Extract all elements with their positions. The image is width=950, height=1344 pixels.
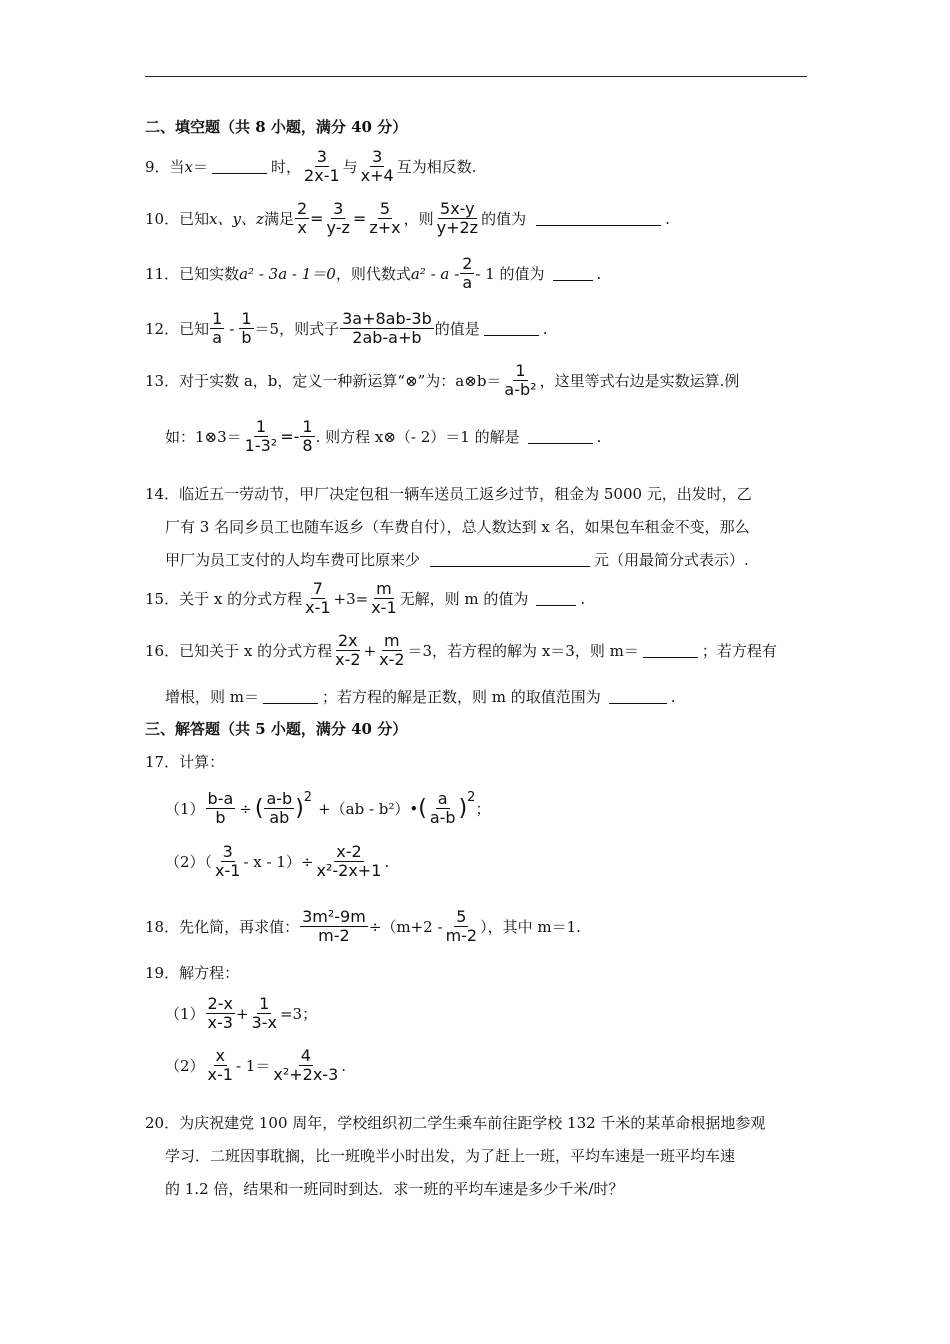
text-segment: 厂有 3 名同乡员工也随车返乡（车费自付），总人数达到 x 名，如果包车租金不变，那么 [165, 518, 750, 536]
fraction-numerator: x-2 [336, 842, 362, 861]
fraction-numerator: 1 [241, 309, 252, 328]
fraction [250, 995, 279, 1033]
text-segment: ；若方程有 [701, 642, 777, 661]
text-segment: +（ab - b²）• [318, 800, 419, 819]
fraction [300, 418, 314, 456]
text-segment: . [341, 1056, 347, 1075]
text-segment: 16．已知关于 x 的分式方程 [145, 642, 333, 661]
fraction-denominator: b [241, 328, 252, 348]
question-18 [145, 908, 810, 946]
fraction [206, 1047, 235, 1085]
text-segment: = [310, 209, 324, 229]
fraction-numerator: 1 [302, 417, 313, 436]
fraction [314, 843, 383, 881]
text-segment: . [580, 589, 586, 608]
fraction-numerator: m [384, 631, 400, 650]
fraction-denominator: z+x [369, 218, 401, 238]
fraction-numerator: 2 [296, 199, 308, 218]
text-segment: 2 [303, 790, 313, 805]
question-19-part-1 [165, 995, 810, 1033]
question-11 [145, 255, 810, 293]
fraction-numerator: 1 [255, 417, 267, 436]
fraction [213, 843, 242, 881]
text-segment: ； [475, 800, 491, 819]
text-segment: a² - 3a - 1＝0 [239, 265, 336, 284]
fraction [295, 200, 309, 238]
fraction-numerator: x [215, 1046, 225, 1065]
fraction [303, 580, 332, 618]
text-segment: ＝3，若方程的解为 x＝3，则 m＝ [407, 642, 639, 661]
question-15 [145, 580, 810, 618]
fraction [444, 908, 480, 946]
text-segment: 2 [467, 790, 476, 805]
fraction [502, 362, 538, 400]
text-segment: 18．先化简，再求值： [145, 918, 300, 937]
fraction [325, 200, 352, 238]
text-segment: ) [295, 796, 304, 822]
fraction-denominator: x²-2x+1 [316, 861, 382, 881]
text-segment: - 1 的值为 [475, 265, 545, 284]
question-17 [145, 751, 810, 772]
question-17-part-2 [165, 843, 810, 881]
fraction-denominator: ab [269, 808, 290, 828]
text-segment: ，这里等式右边是实数运算.例 [539, 372, 740, 391]
fraction-numerator: 1 [259, 994, 270, 1013]
text-segment: 元（用最简分式表示）. [594, 551, 749, 569]
answer-blank[interactable] [536, 591, 576, 606]
fraction-numerator: 5 [456, 907, 467, 926]
text-segment: ，则 [403, 210, 434, 229]
text-segment: 11．已知实数 [145, 265, 240, 284]
fraction [428, 790, 458, 828]
fraction-numerator: 2x [337, 631, 358, 650]
text-segment: . [542, 319, 548, 338]
fraction [300, 908, 368, 946]
fraction-denominator: x-2 [335, 650, 361, 670]
text-segment: 二、填空题（共 8 小题，满分 40 分） [145, 118, 408, 136]
answer-blank[interactable] [484, 321, 539, 336]
question-17-part-1 [165, 790, 810, 828]
section-fill-heading [145, 116, 810, 137]
answer-blank[interactable] [528, 429, 593, 444]
text-segment: 15．关于 x 的分式方程 [145, 590, 303, 609]
fraction-numerator: 3 [372, 147, 383, 166]
question-12 [145, 310, 810, 348]
fraction-numerator: 3 [316, 147, 327, 166]
answer-blank[interactable] [536, 211, 661, 226]
fraction-numerator: 1 [515, 361, 526, 380]
answer-blank[interactable] [263, 689, 318, 704]
question-14-line-3 [165, 549, 810, 570]
fraction-numerator: 5 [379, 199, 391, 218]
question-9 [145, 148, 810, 186]
header-rule [145, 76, 807, 77]
fraction-denominator: 2ab-a+b [352, 328, 422, 348]
text-segment: ；若方程的解是正数，则 m 的取值范围为 [322, 688, 601, 706]
text-segment: 学习．二班因事耽搁，比一班晚半小时出发，为了赶上一班，平均车速是一班平均车速 [165, 1147, 736, 1165]
fraction-denominator: 2x-1 [304, 166, 340, 186]
question-20-line-2 [165, 1145, 810, 1166]
fraction-numerator: 5x-y [440, 199, 475, 218]
text-segment: x、y、z [209, 210, 264, 229]
fraction-denominator: a-b² [504, 380, 537, 400]
text-segment: 的值为 [481, 210, 527, 229]
text-segment: （1） [165, 1005, 205, 1024]
text-segment: 如：1⊗3＝ [165, 428, 242, 447]
text-segment: 增根，则 m＝ [165, 688, 259, 706]
fraction [243, 418, 280, 456]
fraction [206, 995, 235, 1033]
text-segment: = [352, 209, 367, 229]
fraction-denominator: 3-x [251, 1013, 277, 1033]
text-segment: =3； [279, 1005, 318, 1024]
fraction-numerator: b-a [207, 789, 234, 808]
fraction-numerator: 7 [312, 579, 323, 598]
text-segment: （2） [165, 1057, 205, 1076]
text-segment: x [184, 157, 194, 176]
fraction-numerator: 3a+8ab-3b [342, 309, 432, 328]
question-14 [145, 483, 810, 504]
answer-blank[interactable] [553, 266, 593, 281]
question-13 [145, 362, 810, 400]
question-14-line-2 [165, 516, 810, 537]
text-segment: . [670, 687, 676, 706]
question-13-line-2 [165, 418, 810, 456]
fraction-denominator: 1-3² [244, 436, 278, 456]
text-segment: （2）（ [165, 853, 213, 872]
fraction-denominator: b [215, 808, 226, 828]
fraction [359, 148, 396, 186]
text-segment: ＝ [193, 158, 209, 177]
text-segment: 无解，则 m 的值为 [399, 590, 529, 609]
fraction [377, 632, 406, 670]
fraction [333, 632, 362, 670]
question-19-part-2 [165, 1047, 810, 1085]
text-segment: 20．为庆祝建党 100 周年，学校组织初二学生乘车前往距学校 132 千米的某革命根据地参观 [145, 1114, 766, 1132]
fraction-denominator: y-z [326, 218, 350, 238]
text-segment: 互为相反数. [396, 158, 477, 177]
fraction-denominator: y+2z [436, 218, 479, 238]
text-segment: a² - a - [410, 264, 460, 283]
fraction-denominator: x-1 [371, 598, 397, 618]
fraction-denominator: a [212, 328, 223, 348]
text-segment: 9．当 [145, 158, 185, 177]
fraction-denominator: m-2 [318, 926, 350, 946]
text-segment: ) [458, 796, 468, 822]
answer-blank[interactable] [643, 643, 698, 658]
fraction [264, 790, 294, 828]
text-segment: . 则方程 x⊗（- 2）＝1 的解是 [315, 428, 520, 447]
text-segment: 的 1.2 倍，结果和一班同时到达．求一班的平均车速是多少千米/时？ [165, 1180, 624, 1198]
text-segment: . [665, 209, 670, 228]
fraction-denominator: x-1 [215, 861, 241, 881]
fraction-denominator: m-2 [445, 926, 478, 946]
question-20 [145, 1112, 810, 1133]
fraction-numerator: m [376, 579, 392, 598]
text-segment: ( [254, 796, 264, 822]
text-segment: ( [418, 796, 427, 822]
text-segment: ÷ [239, 799, 252, 818]
fraction-numerator: 2 [462, 254, 473, 273]
text-segment: （1） [165, 800, 205, 819]
text-segment: 甲厂为员工支付的人均车费可比原来少 [165, 551, 421, 569]
text-segment: - 1＝ [235, 1057, 271, 1076]
question-19 [145, 962, 810, 983]
answer-blank[interactable] [430, 552, 590, 567]
fraction [369, 580, 398, 618]
fraction-denominator: x+4 [360, 166, 394, 186]
text-segment: + [235, 1004, 249, 1023]
fraction-numerator: a-b [266, 789, 293, 808]
text-segment: 19．解方程： [145, 964, 240, 982]
text-segment: 的值是 [434, 320, 480, 339]
text-segment: + [363, 641, 377, 660]
fraction [460, 255, 474, 293]
fraction [210, 310, 224, 348]
fraction-denominator: x²+2x-3 [273, 1065, 339, 1085]
text-segment: 与 [342, 158, 358, 177]
fraction-numerator: a [437, 789, 448, 808]
fraction-denominator: a-b [429, 808, 456, 828]
fraction [340, 310, 434, 348]
text-segment: 12．已知 [145, 320, 210, 339]
text-segment: 满足 [263, 210, 294, 229]
text-segment: 10．已知 [145, 210, 210, 229]
text-segment: - x - 1）÷ [243, 853, 314, 872]
text-segment: - [229, 319, 235, 338]
text-segment: 17．计算： [145, 753, 225, 771]
question-16-line-2 [165, 686, 810, 707]
fraction-denominator: x-3 [207, 1013, 233, 1033]
fraction-numerator: 2-x [207, 994, 233, 1013]
question-10 [145, 200, 810, 238]
fraction-denominator: x-2 [379, 650, 405, 670]
text-segment: 14．临近五一劳动节，甲厂决定包租一辆车送员工返乡过节，租金为 5000 元，出发时，乙 [145, 485, 752, 503]
fraction-numerator: 3m²-9m [302, 907, 366, 926]
text-segment: ，则代数式 [335, 265, 411, 284]
fraction-denominator: x-1 [305, 598, 331, 618]
text-segment: 时， [271, 158, 302, 177]
fraction-numerator: 3 [333, 199, 344, 218]
text-segment: . [596, 427, 602, 446]
text-segment: 13．对于实数 a，b，定义一种新运算“⊗”为：a⊗b＝ [145, 372, 502, 391]
fraction-numerator: 1 [212, 309, 223, 328]
question-16 [145, 632, 810, 670]
fraction-denominator: 8 [302, 436, 313, 456]
answer-blank[interactable] [609, 689, 667, 704]
section-solve-heading [145, 718, 810, 739]
fraction [435, 200, 480, 238]
fraction [271, 1047, 340, 1085]
text-segment: 三、解答题（共 5 小题，满分 40 分） [145, 720, 408, 738]
fraction [206, 790, 236, 828]
text-segment: . [384, 852, 390, 871]
text-segment: ），其中 m＝1. [480, 918, 581, 937]
fraction-denominator: x [297, 218, 307, 238]
text-segment: =- [280, 427, 300, 447]
text-segment: . [596, 264, 602, 283]
fraction-denominator: x-1 [207, 1065, 233, 1085]
fraction-numerator: 4 [300, 1046, 311, 1065]
text-segment: ÷（m+2 - [368, 918, 443, 937]
fraction-denominator: a [462, 273, 473, 293]
question-20-line-3 [165, 1178, 810, 1199]
fraction [367, 200, 402, 238]
answer-blank[interactable] [212, 159, 267, 174]
fraction [302, 148, 342, 186]
fraction-numerator: 3 [222, 842, 233, 861]
fraction [239, 310, 253, 348]
text-segment: +3= [333, 589, 369, 608]
text-segment: ＝5，则式子 [254, 320, 340, 339]
